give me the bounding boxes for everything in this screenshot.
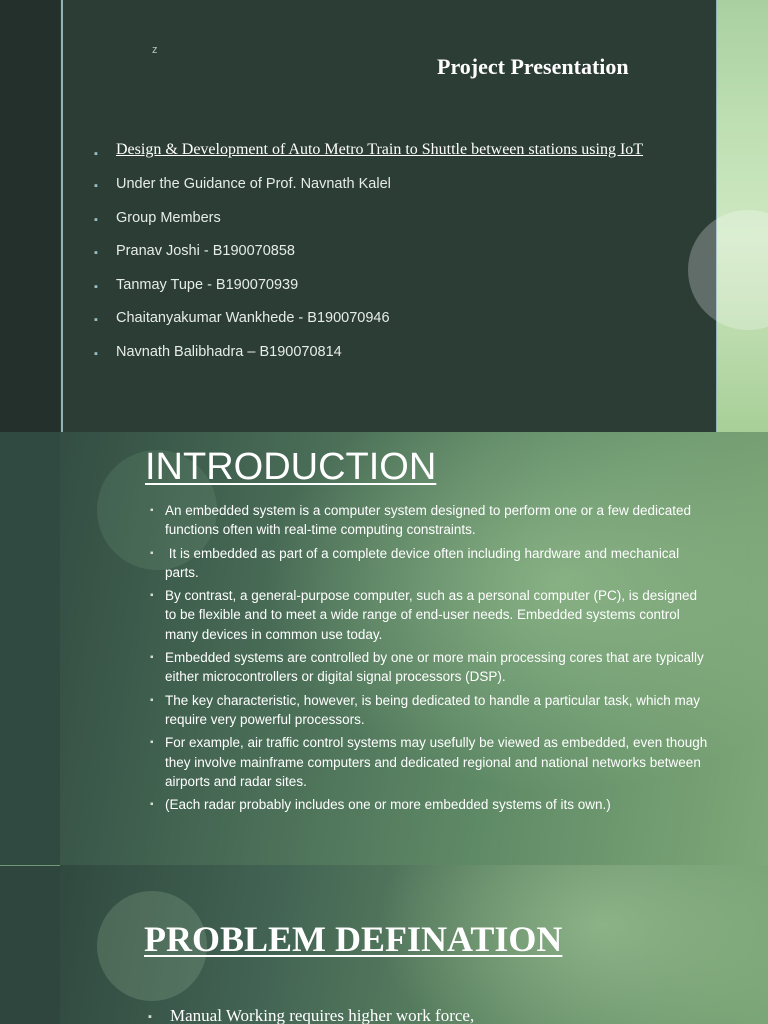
- bullet-icon: ▪: [94, 180, 98, 192]
- list-item-text: By contrast, a general-purpose computer, such as a personal computer (PC), is designed to be flexible and to meet a wide range of end-user needs. Embedded systems control many devices in common use today.: [165, 588, 698, 642]
- list-item: [150, 586, 710, 644]
- project-topic-item: [94, 136, 654, 163]
- list-item-text: Embedded systems are controlled by one or more main processing cores that are typically either microcontrollers or digital signal processors (DSP).: [165, 650, 704, 685]
- list-item-text: Manual Working requires higher work force,: [170, 1006, 475, 1024]
- slide-heading: INTRODUCTION: [145, 446, 437, 488]
- slide-problem-definition: [0, 865, 768, 1024]
- list-item: [94, 175, 654, 209]
- slide-introduction: [0, 432, 768, 865]
- decorative-glow: [688, 210, 768, 330]
- bullet-icon: ▪: [150, 652, 154, 664]
- list-item-text: An embedded system is a computer system designed to perform one or a few dedicated functions often with real-time computing constraints.: [165, 503, 692, 538]
- left-sidebar-band: [0, 865, 60, 1024]
- list-item: [94, 309, 654, 343]
- bullet-icon: ▪: [94, 148, 98, 160]
- bullet-icon: ▪: [150, 590, 154, 602]
- slide-heading: PROBLEM DEFINATION: [144, 919, 563, 959]
- bullet-icon: ▪: [94, 280, 98, 293]
- list-item-text: Navnath Balibhadra – B190070814: [116, 343, 342, 360]
- list-item-text: Tanmay Tupe - B190070939: [116, 276, 299, 293]
- bullet-icon: ▪: [94, 347, 98, 360]
- list-item-text: Pranav Joshi - B190070858: [116, 243, 295, 260]
- slide-marker: z: [152, 44, 158, 56]
- left-sidebar-band: [0, 0, 60, 432]
- list-item: [150, 648, 710, 687]
- list-item: [94, 209, 654, 243]
- list-item-text: The key characteristic, however, is being dedicated to handle a particular task, which may require very powerful processors.: [165, 692, 701, 727]
- list-item-text: Group Members: [116, 209, 221, 226]
- list-item: [150, 691, 710, 730]
- bullet-icon: ▪: [94, 247, 98, 260]
- bullet-icon: ▪: [150, 505, 154, 516]
- list-item-text: For example, air traffic control systems may usefully be viewed as embedded, even though they involve mainframe computers and dedicated regional and national networks between airports and radar sites.: [165, 735, 708, 789]
- slide2-bullet-list: [150, 501, 710, 818]
- slide-title: Project Presentation: [437, 54, 629, 79]
- list-item: [150, 544, 710, 583]
- bullet-icon: ▪: [94, 213, 98, 226]
- list-item: [150, 733, 710, 791]
- bullet-icon: ▪: [94, 314, 98, 327]
- slide-project-presentation: [0, 0, 768, 432]
- right-decorative-panel: [717, 0, 768, 432]
- bullet-icon: ▪: [150, 737, 154, 749]
- bullet-icon: ▪: [150, 694, 154, 706]
- left-accent-line: [61, 0, 63, 432]
- list-item: [150, 795, 710, 814]
- list-item: [148, 1005, 708, 1024]
- list-item: [150, 501, 710, 540]
- list-item: [94, 242, 654, 276]
- list-item-text: Under the Guidance of Prof. Navnath Kalel: [116, 176, 391, 192]
- list-item-text: Chaitanyakumar Wankhede - B190070946: [116, 310, 390, 327]
- list-item: [94, 276, 654, 310]
- list-item: [94, 343, 654, 377]
- list-item-text: Design & Development of Auto Metro Train to Shuttle between stations using IoT: [116, 141, 644, 158]
- left-sidebar-band: [0, 432, 60, 865]
- slide1-bullet-list: [94, 136, 654, 377]
- slide3-bullet-list: [148, 1005, 708, 1024]
- bullet-icon: ▪: [150, 799, 154, 811]
- bullet-icon: ▪: [148, 1011, 152, 1023]
- bullet-icon: ▪: [150, 547, 154, 559]
- list-item-text: (Each radar probably includes one or more embedded systems of its own.): [165, 797, 611, 813]
- list-item-text: It is embedded as part of a complete device often including hardware and mechanical parts.: [165, 545, 683, 580]
